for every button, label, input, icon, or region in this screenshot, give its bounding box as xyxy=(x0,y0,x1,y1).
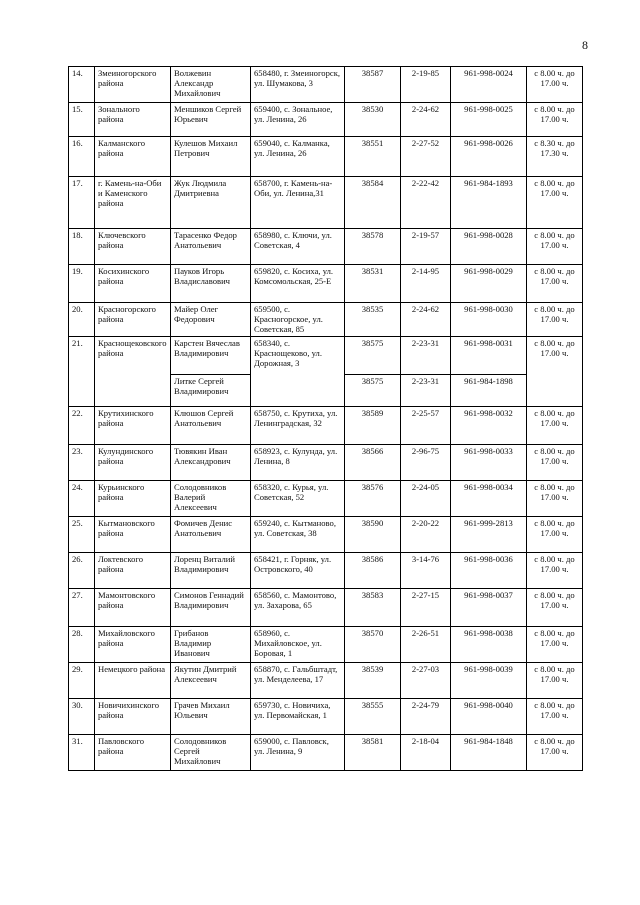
working-hours: с 8.00 ч. до 17.00 ч. xyxy=(527,67,583,103)
row-number: 21. xyxy=(69,336,95,406)
mobile-number: 961-984-1848 xyxy=(451,734,527,770)
table-row xyxy=(69,303,583,337)
phone-code: 38586 xyxy=(345,552,401,588)
table-row xyxy=(69,265,583,303)
phone-code: 38531 xyxy=(345,265,401,303)
row-number: 28. xyxy=(69,626,95,662)
contact-person: Тювякин Иван Александрович xyxy=(171,444,251,480)
phone-number: 2-23-31 xyxy=(401,336,451,374)
table-row xyxy=(69,406,583,444)
contact-person: Жук Людмила Дмитриевна xyxy=(171,177,251,229)
contact-person: Грибанов Владимир Иванович xyxy=(171,626,251,662)
phone-code: 38551 xyxy=(345,137,401,177)
table-row xyxy=(69,137,583,177)
phone-code: 38590 xyxy=(345,516,401,552)
postal-address: 658340, с. Краснощеково, ул. Дорожная, 3 xyxy=(251,336,345,406)
postal-address: 659400, с. Зональное, ул. Ленина, 26 xyxy=(251,103,345,137)
district-name: Краснощековского района xyxy=(95,336,171,406)
working-hours: с 8.00 ч. до 17.00 ч. xyxy=(527,177,583,229)
working-hours: с 8.00 ч. до 17.00 ч. xyxy=(527,734,583,770)
phone-code: 38530 xyxy=(345,103,401,137)
contact-person: Карстен Вячеслав Владимирович xyxy=(171,336,251,374)
working-hours: с 8.30 ч. до 17.30 ч. xyxy=(527,137,583,177)
row-number: 14. xyxy=(69,67,95,103)
row-number: 19. xyxy=(69,265,95,303)
mobile-number: 961-998-0028 xyxy=(451,229,527,265)
working-hours: с 8.00 ч. до 17.00 ч. xyxy=(527,516,583,552)
postal-address: 659000, с. Павловск, ул. Ленина, 9 xyxy=(251,734,345,770)
row-number: 20. xyxy=(69,303,95,337)
phone-code: 38575 xyxy=(345,374,401,406)
row-number: 22. xyxy=(69,406,95,444)
district-name: Ключевского района xyxy=(95,229,171,265)
contact-person: Литке Сергей Владимирович xyxy=(171,374,251,406)
postal-address: 658480, г. Змеиногорск, ул. Шумакова, 3 xyxy=(251,67,345,103)
mobile-number: 961-999-2813 xyxy=(451,516,527,552)
postal-address: 659820, с. Косиха, ул. Комсомольская, 25-Е xyxy=(251,265,345,303)
working-hours: с 8.00 ч. до 17.00 ч. xyxy=(527,662,583,698)
working-hours: с 8.00 ч. до 17.00 ч. xyxy=(527,303,583,337)
phone-code: 38555 xyxy=(345,698,401,734)
contact-person: Грачев Михаил Юльевич xyxy=(171,698,251,734)
contact-person: Клюшов Сергей Анатольевич xyxy=(171,406,251,444)
district-name: Михайловского района xyxy=(95,626,171,662)
row-number: 25. xyxy=(69,516,95,552)
phone-number: 2-24-79 xyxy=(401,698,451,734)
postal-address: 658320, с. Курья, ул. Советская, 52 xyxy=(251,480,345,516)
phone-number: 2-19-57 xyxy=(401,229,451,265)
postal-address: 659040, с. Калманка, ул. Ленина, 26 xyxy=(251,137,345,177)
phone-code: 38578 xyxy=(345,229,401,265)
phone-number: 2-24-62 xyxy=(401,303,451,337)
contact-person: Меншиков Сергей Юрьевич xyxy=(171,103,251,137)
phone-number: 2-14-95 xyxy=(401,265,451,303)
table-row xyxy=(69,734,583,770)
row-number: 17. xyxy=(69,177,95,229)
table-row xyxy=(69,516,583,552)
district-name: Крутихинского района xyxy=(95,406,171,444)
contact-person: Тарасенко Федор Анатольевич xyxy=(171,229,251,265)
district-name: Косихинского района xyxy=(95,265,171,303)
postal-address: 658750, с. Крутиха, ул. Ленинградская, 32 xyxy=(251,406,345,444)
district-name: Немецкого района xyxy=(95,662,171,698)
phone-number: 2-96-75 xyxy=(401,444,451,480)
mobile-number: 961-998-0024 xyxy=(451,67,527,103)
phone-code: 38576 xyxy=(345,480,401,516)
row-number: 29. xyxy=(69,662,95,698)
phone-code: 38575 xyxy=(345,336,401,374)
phone-number: 2-23-31 xyxy=(401,374,451,406)
row-number: 30. xyxy=(69,698,95,734)
phone-number: 2-25-57 xyxy=(401,406,451,444)
district-name: Курьинского района xyxy=(95,480,171,516)
postal-address: 659730, с. Новичиха, ул. Первомайская, 1 xyxy=(251,698,345,734)
row-number: 16. xyxy=(69,137,95,177)
postal-address: 658421, г. Горняк, ул. Островского, 40 xyxy=(251,552,345,588)
table-row xyxy=(69,552,583,588)
district-name: Мамонтовского района xyxy=(95,588,171,626)
row-number: 18. xyxy=(69,229,95,265)
working-hours: с 8.00 ч. до 17.00 ч. xyxy=(527,480,583,516)
mobile-number: 961-998-0026 xyxy=(451,137,527,177)
working-hours: с 8.00 ч. до 17.00 ч. xyxy=(527,406,583,444)
phone-code: 38589 xyxy=(345,406,401,444)
mobile-number: 961-998-0039 xyxy=(451,662,527,698)
phone-code: 38566 xyxy=(345,444,401,480)
mobile-number: 961-998-0038 xyxy=(451,626,527,662)
phone-number: 2-20-22 xyxy=(401,516,451,552)
working-hours: с 8.00 ч. до 17.00 ч. xyxy=(527,588,583,626)
working-hours: с 8.00 ч. до 17.00 ч. xyxy=(527,552,583,588)
phone-number: 2-27-52 xyxy=(401,137,451,177)
postal-address: 659500, с. Красногорское, ул. Советская, 85 xyxy=(251,303,345,337)
row-number: 26. xyxy=(69,552,95,588)
table-row xyxy=(69,229,583,265)
phone-number: 3-14-76 xyxy=(401,552,451,588)
table-row xyxy=(69,626,583,662)
table-row xyxy=(69,103,583,137)
table-row xyxy=(69,588,583,626)
postal-address: 658560, с. Мамонтово, ул. Захарова, 65 xyxy=(251,588,345,626)
mobile-number: 961-998-0040 xyxy=(451,698,527,734)
district-name: Кытмановского района xyxy=(95,516,171,552)
district-name: Зонального района xyxy=(95,103,171,137)
working-hours: с 8.00 ч. до 17.00 ч. xyxy=(527,265,583,303)
table-row xyxy=(69,336,583,374)
phone-code: 38581 xyxy=(345,734,401,770)
contact-person: Солодовников Сергей Михайлович xyxy=(171,734,251,770)
phone-code: 38587 xyxy=(345,67,401,103)
table-row xyxy=(69,177,583,229)
postal-address: 659240, с. Кытманово, ул. Советская, 38 xyxy=(251,516,345,552)
district-name: Павловского района xyxy=(95,734,171,770)
mobile-number: 961-998-0030 xyxy=(451,303,527,337)
contact-person: Кулешов Михаил Петрович xyxy=(171,137,251,177)
phone-code: 38584 xyxy=(345,177,401,229)
working-hours: с 8.00 ч. до 17.00 ч. xyxy=(527,444,583,480)
mobile-number: 961-998-0034 xyxy=(451,480,527,516)
row-number: 23. xyxy=(69,444,95,480)
contact-person: Лоренц Виталий Владимирович xyxy=(171,552,251,588)
phone-number: 2-18-04 xyxy=(401,734,451,770)
row-number: 31. xyxy=(69,734,95,770)
contacts-table xyxy=(68,66,583,771)
contact-person: Майер Олег Федорович xyxy=(171,303,251,337)
phone-number: 2-24-62 xyxy=(401,103,451,137)
mobile-number: 961-998-0029 xyxy=(451,265,527,303)
mobile-number: 961-998-0025 xyxy=(451,103,527,137)
contact-person: Якутин Дмитрий Алексеевич xyxy=(171,662,251,698)
postal-address: 658980, с. Ключи, ул. Советская, 4 xyxy=(251,229,345,265)
mobile-number: 961-984-1893 xyxy=(451,177,527,229)
mobile-number: 961-998-0033 xyxy=(451,444,527,480)
table-row xyxy=(69,67,583,103)
phone-code: 38535 xyxy=(345,303,401,337)
mobile-number: 961-998-0036 xyxy=(451,552,527,588)
postal-address: 658870, с. Гальбштадт, ул. Менделеева, 17 xyxy=(251,662,345,698)
district-name: Локтевского района xyxy=(95,552,171,588)
mobile-number: 961-984-1898 xyxy=(451,374,527,406)
postal-address: 658923, с. Кулунда, ул. Ленина, 8 xyxy=(251,444,345,480)
district-name: Змеиногорского района xyxy=(95,67,171,103)
phone-number: 2-27-03 xyxy=(401,662,451,698)
phone-number: 2-24-05 xyxy=(401,480,451,516)
working-hours: с 8.00 ч. до 17.00 ч. xyxy=(527,229,583,265)
phone-code: 38539 xyxy=(345,662,401,698)
table-row xyxy=(69,444,583,480)
table-row xyxy=(69,662,583,698)
district-name: Красногорского района xyxy=(95,303,171,337)
working-hours: с 8.00 ч. до 17.00 ч. xyxy=(527,698,583,734)
phone-number: 2-27-15 xyxy=(401,588,451,626)
postal-address: 658700, г. Камень-на-Оби, ул. Ленина,31 xyxy=(251,177,345,229)
row-number: 15. xyxy=(69,103,95,137)
phone-code: 38583 xyxy=(345,588,401,626)
mobile-number: 961-998-0032 xyxy=(451,406,527,444)
phone-number: 2-19-85 xyxy=(401,67,451,103)
contact-person: Фомичев Денис Анатольевич xyxy=(171,516,251,552)
working-hours: с 8.00 ч. до 17.00 ч. xyxy=(527,626,583,662)
phone-number: 2-22-42 xyxy=(401,177,451,229)
district-name: Калманского района xyxy=(95,137,171,177)
working-hours: с 8.00 ч. до 17.00 ч. xyxy=(527,336,583,406)
mobile-number: 961-998-0037 xyxy=(451,588,527,626)
phone-number: 2-26-51 xyxy=(401,626,451,662)
phone-code: 38570 xyxy=(345,626,401,662)
row-number: 27. xyxy=(69,588,95,626)
district-name: Кулундинского района xyxy=(95,444,171,480)
working-hours: с 8.00 ч. до 17.00 ч. xyxy=(527,103,583,137)
contact-person: Волжевин Александр Михайлович xyxy=(171,67,251,103)
district-name: Новичихинского района xyxy=(95,698,171,734)
mobile-number: 961-998-0031 xyxy=(451,336,527,374)
page-number: 8 xyxy=(582,38,588,52)
contact-person: Солодовников Валерий Алексеевич xyxy=(171,480,251,516)
table-row xyxy=(69,698,583,734)
postal-address: 658960, с. Михайловское, ул. Боровая, 1 xyxy=(251,626,345,662)
contact-person: Симонов Геннадий Владимирович xyxy=(171,588,251,626)
contact-person: Пауков Игорь Владиславович xyxy=(171,265,251,303)
district-name: г. Камень-на-Оби и Каменского района xyxy=(95,177,171,229)
table-row xyxy=(69,480,583,516)
row-number: 24. xyxy=(69,480,95,516)
